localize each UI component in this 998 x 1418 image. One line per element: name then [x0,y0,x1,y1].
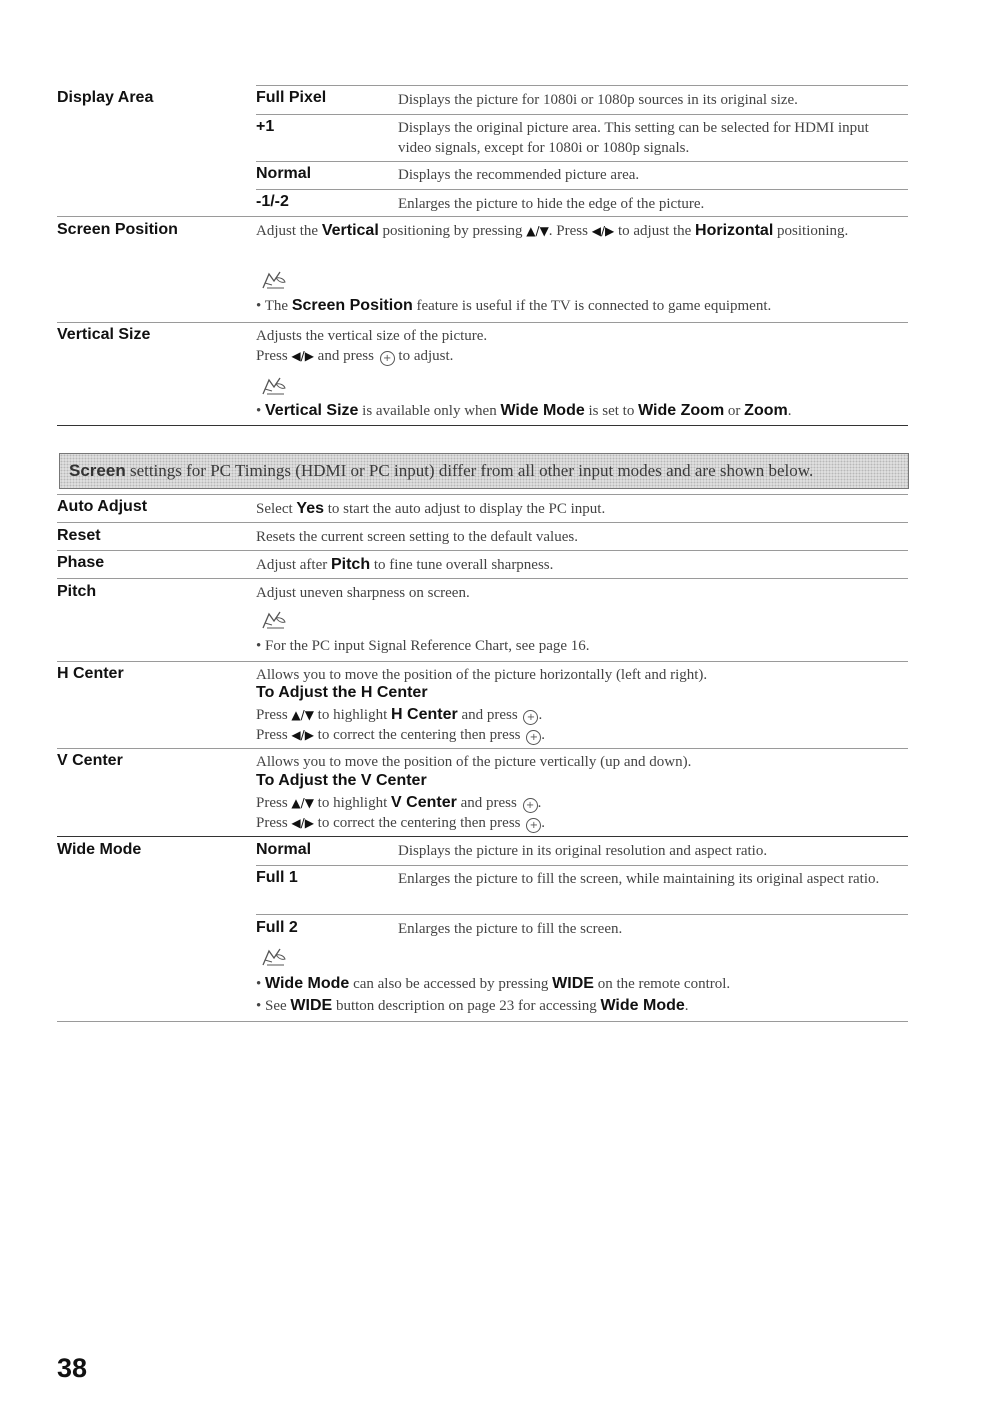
v-center-step-2: Press ◀/▶ to correct the centering then press + . [256,815,546,831]
option-full-2-desc: Enlarges the picture to fill the screen. [398,921,623,937]
page-number: 38 [57,1353,88,1383]
banner-text: Screen settings for PC Timings (HDMI or PC input) differ from all other input modes and are shown below. [69,461,814,480]
row-divider [57,522,908,523]
pitch-note: • For the PC input Signal Reference Chart, see page 16. [256,638,590,654]
h-center-subhead: To Adjust the H Center [256,684,428,701]
wide-mode-note-2: • See WIDE button description on page 23 for accessing Wide Mode. [256,997,689,1014]
row-divider [57,216,908,217]
h-center-term: H Center [57,665,124,682]
left-right-arrow-icon: ◀/▶ [591,224,615,238]
pitch-desc: Adjust uneven sharpness on screen. [256,585,470,601]
row-divider [256,914,908,915]
manual-page [57,0,908,1418]
h-center-step-2: Press ◀/▶ to correct the centering then press + . [256,727,546,743]
up-down-arrow-icon: ▲/▼ [291,796,314,810]
row-divider [256,161,908,162]
enter-button-icon: + [523,710,538,725]
display-area-term: Display Area [57,89,154,106]
enter-button-icon: + [523,798,538,813]
up-down-arrow-icon: ▲/▼ [526,224,549,238]
vertical-size-desc: Adjusts the vertical size of the picture. [256,328,488,344]
screen-position-note: • The Screen Position feature is useful if the TV is connected to game equipment. [256,297,772,314]
phase-term: Phase [57,554,105,571]
v-center-step-1: Press ▲/▼ to highlight V Center and press + . [256,794,542,811]
vertical-size-note: • Vertical Size is available only when Wide Mode is set to Wide Zoom or Zoom. [256,402,792,419]
screen-position-desc: Adjust the Vertical positioning by pressing ▲/▼. Press ◀/▶ to adjust the Horizontal positioning. [256,222,849,239]
wide-mode-note-1: • Wide Mode can also be accessed by pressing WIDE on the remote control. [256,975,731,992]
option-full-1-desc: Enlarges the picture to fill the screen, while maintaining its original aspect ratio. [398,871,880,887]
note-pencil-icon [260,946,288,968]
option-normal-desc: Displays the picture in its original resolution and aspect ratio. [398,843,768,859]
option-normal: Normal [256,841,312,858]
screen-position-term: Screen Position [57,221,178,238]
vertical-size-term: Vertical Size [57,326,151,343]
wide-mode-term: Wide Mode [57,841,142,858]
left-right-arrow-icon: ◀/▶ [291,728,314,742]
h-center-desc: Allows you to move the position of the picture horizontally (left and right). [256,667,708,683]
option-minus-1-2-desc: Enlarges the picture to hide the edge of the picture. [398,196,705,212]
note-pencil-icon [260,269,288,291]
row-divider [256,85,908,86]
row-divider [256,114,908,115]
left-right-arrow-icon: ◀/▶ [291,349,314,363]
v-center-desc: Allows you to move the position of the picture vertically (up and down). [256,754,692,770]
option-full-pixel: Full Pixel [256,89,327,106]
row-divider [57,748,908,749]
pitch-term: Pitch [57,583,97,600]
reset-desc: Resets the current screen setting to the default values. [256,529,578,545]
auto-adjust-term: Auto Adjust [57,498,148,515]
option-plus-1-desc: Displays the original picture area. This setting can be selected for HDMI input video signals, except for 1080i or 1080p signals. [398,120,869,156]
option-normal-desc: Displays the recommended picture area. [398,167,640,183]
left-right-arrow-icon: ◀/▶ [291,816,314,830]
row-divider [57,550,908,551]
reset-term: Reset [57,527,101,544]
v-center-subhead: To Adjust the V Center [256,772,427,789]
option-normal: Normal [256,165,312,182]
note-pencil-icon [260,609,288,631]
row-divider [57,322,908,323]
row-divider [57,836,908,837]
note-pencil-icon [260,375,288,397]
option-full-2: Full 2 [256,919,298,936]
enter-button-icon: + [526,730,541,745]
row-divider [256,189,908,190]
pc-settings-banner [59,453,909,489]
phase-desc: Adjust after Pitch to fine tune overall sharpness. [256,556,554,573]
section-divider [57,425,908,426]
option-minus-1-2: -1/-2 [256,193,289,210]
option-plus-1: +1 [256,118,275,135]
vertical-size-instruction: Press ◀/▶ and press + to adjust. [256,348,454,364]
enter-button-icon: + [526,818,541,833]
row-divider [57,661,908,662]
v-center-term: V Center [57,752,123,769]
h-center-step-1: Press ▲/▼ to highlight H Center and press + . [256,706,543,723]
option-full-1: Full 1 [256,869,298,886]
section-divider [57,1021,908,1022]
row-divider [57,494,908,495]
enter-button-icon: + [380,351,395,366]
row-divider [57,578,908,579]
option-full-pixel-desc: Displays the picture for 1080i or 1080p sources in its original size. [398,92,798,108]
row-divider [256,865,908,866]
up-down-arrow-icon: ▲/▼ [291,708,314,722]
auto-adjust-desc: Select Yes to start the auto adjust to display the PC input. [256,500,606,517]
